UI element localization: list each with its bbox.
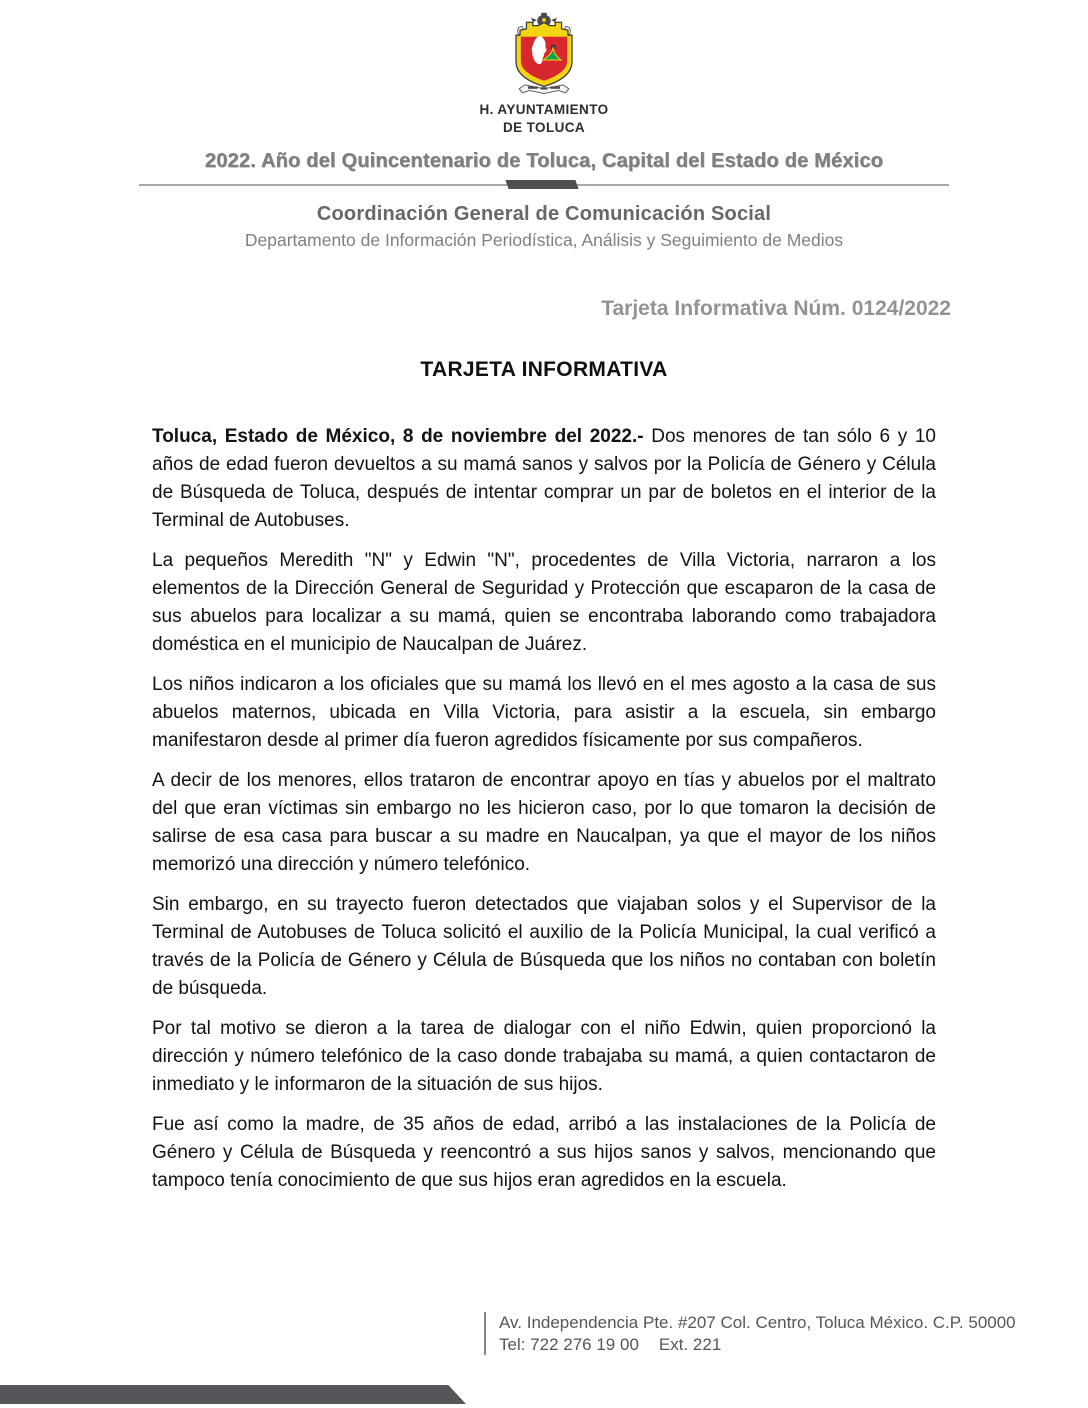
paragraph-lead [152,423,936,535]
paragraph: Por tal motivo se dieron a la tarea de dialogar con el niño Edwin, quien proporcionó la dirección y número telefónico de la caso donde trabajaba su mamá, a quien contactaron de inmediato y le informaron de la situación de sus hijos. [152,1018,936,1096]
paragraph: La pequeños Meredith "N" y Edwin "N", procedentes de Villa Victoria, narraron a los elementos de la Dirección General de Seguridad y Protección que escaparon de la casa de sus abuelos para localizar a su mamá, quien se encontraba laborando como trabajadora doméstica en el municipio de Naucalpan de Juárez. [152,550,936,656]
doc-number: Tarjeta Informativa Núm. 0124/2022 [601,297,951,321]
paragraph: Los niños indicaron a los oficiales que su mamá los llevó en el mes agosto a la casa de sus abuelos maternos, ubicada en Villa Victoria, para asistir a la escuela, sin embargo manifestaron desde al primer día fueron agredidos físicamente por sus compañeros. [152,674,936,752]
toluca-coat-of-arms-icon [0,12,1088,100]
document-header [0,0,1088,251]
lead-text: Dos menores de tan sólo 6 y 10 años de edad fueron devueltos a su mamá sanos y salvos por la Policía de Género y Célula de Búsqueda de Toluca, después de intentar comprar un par de boletos en el interior de la Terminal de Autobuses. [152,426,936,532]
header-divider [139,180,949,191]
logo-caption-line1: H. AYUNTAMIENTO [479,102,609,117]
footer-extension: Ext. 221 [658,1334,722,1354]
department-subtitle: Departamento de Información Periodística, Análisis y Seguimiento de Medios [244,230,844,251]
divider-center-tab [505,180,578,189]
footer-address: Av. Independencia Pte. #207 Col. Centro, Toluca México. C.P. 50000 [499,1313,1016,1332]
department-title: Coordinación General de Comunicación Social [316,203,772,226]
paragraph: Fue así como la madre, de 35 años de edad, arribó a las instalaciones de la Policía de Género y Célula de Búsqueda y reencontró a sus hijos sanos y salvos, mencionando que tampoco tenía conocimiento de que sus hijos eran agredidos en la escuela. [152,1114,936,1192]
logo-caption-line2: DE TOLUCA [502,119,586,135]
year-motto-banner: 2022. Año del Quincentenario de Toluca, Capital del Estado de México [204,150,884,173]
paragraph: A decir de los menores, ellos trataron de encontrar apoyo en tías y abuelos por el maltrato del que eran víctimas sin embargo no les hicieron caso, por lo que tomaron la decisión de salirse de esa casa para buscar a su madre en Naucalpan, ya que el mayor de los niños memorizó una dirección y número telefónico. [152,770,936,876]
footer-phone: Tel: 722 276 19 00 [499,1334,639,1354]
doc-title: TARJETA INFORMATIVA [420,358,668,382]
footer-accent-bar [0,1385,466,1404]
document-body [152,423,936,1195]
paragraph: Sin embargo, en su trayecto fueron detectados que viajaban solos y el Supervisor de la Terminal de Autobuses de Toluca solicitó el auxilio de la Policía Municipal, la cual verificó a través de la Policía de Género y Célula de Búsqueda que los niños no contaban con boletín de búsqueda. [152,894,936,1000]
footer-phone-line [499,1334,1016,1356]
dateline: Toluca, Estado de México, 8 de noviembre del 2022.- [152,426,644,448]
footer-contact [484,1312,1016,1355]
